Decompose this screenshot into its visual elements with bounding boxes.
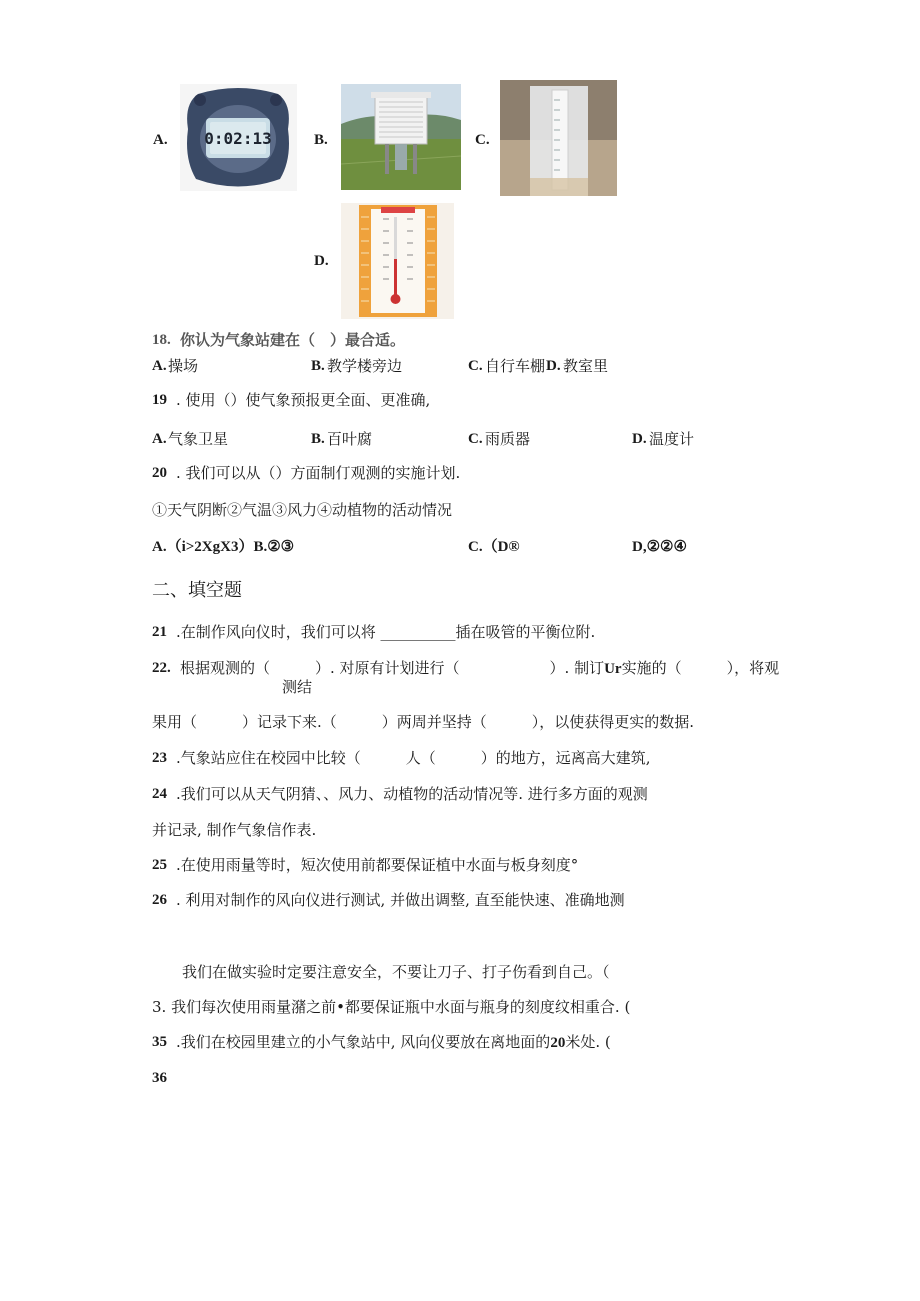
louvered-box-image <box>341 84 461 190</box>
q18-option-c: 自行车棚 <box>485 357 546 375</box>
judge-line2: 3. 我们每次使用雨量潴之前•都要保证瓶中水面与瓶身的刻度纹相重合. ( <box>152 998 631 1016</box>
q19-option-a-letter: A. <box>152 431 167 447</box>
q35-part-a: .我们在校园里建立的小气象站中, 风向仪要放在离地面的 <box>176 1033 551 1051</box>
q18-option-d: 教室里 <box>563 357 609 375</box>
q36-number: 36 <box>152 1070 167 1086</box>
option-a-label: A. <box>153 132 168 148</box>
option-c-label: C. <box>475 132 490 148</box>
q18-number: 18. <box>152 332 171 348</box>
option-b-label: B. <box>314 132 328 148</box>
q22-line1-bold: Ur <box>604 661 622 677</box>
q24-line2: 并记录, 制作气象信作表. <box>152 821 317 839</box>
q19-number: 19 <box>152 392 167 408</box>
q19-option-d-letter: D. <box>632 431 647 447</box>
q35-number: 35 <box>152 1034 167 1050</box>
q22-line1-part-b: 实施的（ ），将观 <box>621 659 780 677</box>
q35-text <box>176 1032 611 1053</box>
q19-option-a: 气象卫星 <box>168 430 229 448</box>
q22-line1-part-a: 根据观测的（ ）. 对原有计划进行（ ）. 制订 <box>180 659 605 677</box>
q35-bold: 20 <box>550 1035 566 1051</box>
q20-option-ab: A.（i>2XgX3）B.②③ <box>152 539 295 555</box>
q22-line2: 果用（ ）记录下来.（ ）两周并坚持（ ），以使获得更实的数据. <box>152 713 695 731</box>
q35-part-b: 米处. ( <box>565 1033 611 1051</box>
stopwatch-display: 0:02:13 <box>204 129 272 148</box>
q26-text: . 利用对制作的风向仪进行测试, 并做出调整, 直至能快速、准确地测 <box>176 891 625 909</box>
q22-number: 22. <box>152 660 171 676</box>
section-heading: 二、填空题 <box>152 580 242 601</box>
option-d-label: D. <box>314 253 329 269</box>
q19-option-b: 百叶腐 <box>327 430 373 448</box>
q22-line1 <box>180 658 779 679</box>
q23-number: 23 <box>152 750 167 766</box>
q20-option-c: C.（D® <box>468 539 520 555</box>
q19-option-b-letter: B. <box>311 431 325 447</box>
q18-option-a: 操场 <box>168 357 199 375</box>
q18-option-d-letter: D. <box>546 358 561 374</box>
q24-number: 24 <box>152 786 167 802</box>
q20-option-d: D,②②④ <box>632 539 687 555</box>
judge-line1: 我们在做实验时定要注意安全，不要让刀子、打子伤看到自己。（ <box>182 963 610 981</box>
q19-option-d: 温度计 <box>649 430 695 448</box>
q18-option-b-letter: B. <box>311 358 325 374</box>
q22-subline: 测结 <box>282 678 313 696</box>
q18-option-c-letter: C. <box>468 358 483 374</box>
q26-number: 26 <box>152 892 167 908</box>
q19-stem: . 使用（）使气象预报更全面、更准确, <box>176 391 431 409</box>
q21-text: .在制作风向仪时，我们可以将 __________插在吸管的平衡位附. <box>176 623 596 641</box>
q18-option-a-letter: A. <box>152 358 167 374</box>
q19-option-c-letter: C. <box>468 431 483 447</box>
q25-text: .在使用雨量等时，短次使用前都要保证植中水面与板身刻度° <box>176 856 579 874</box>
q20-items: ①天气阴断②气温③风力④动植物的活动情况 <box>152 501 453 519</box>
q21-number: 21 <box>152 624 167 640</box>
q18-option-b: 教学楼旁边 <box>327 357 403 375</box>
stopwatch-image <box>180 84 297 191</box>
q19-option-c: 雨质器 <box>485 430 531 448</box>
q20-stem: . 我们可以从（）方面制仃观测的实施计划. <box>176 464 461 482</box>
q23-text: .气象站应住在校园中比较（ 人（ ）的地方，远离高大建筑, <box>176 749 651 767</box>
q25-number: 25 <box>152 857 167 873</box>
q24-line1: .我们可以从天气阴猜、、风力、动植物的活动情况等. 进行多方面的观测 <box>176 785 648 803</box>
q18-stem: 你认为气象站建在（ ）最合适。 <box>180 331 406 349</box>
q20-number: 20 <box>152 465 167 481</box>
thermometer-image <box>341 203 454 319</box>
rain-gauge-image <box>500 80 617 196</box>
